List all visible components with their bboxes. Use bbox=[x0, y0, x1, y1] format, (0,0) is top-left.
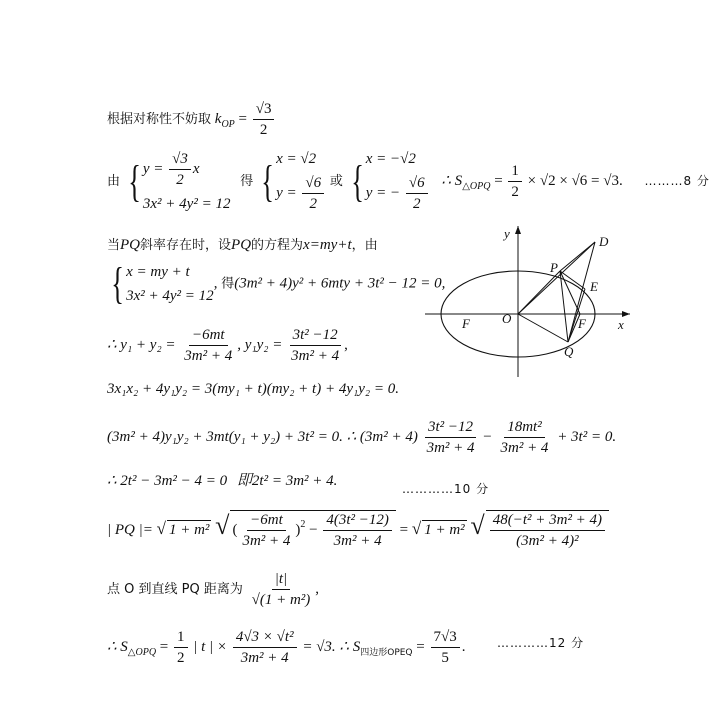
expr: ∴ 2t² − 3m² − 4 = 0 bbox=[107, 473, 228, 489]
brace: { bbox=[111, 259, 124, 308]
numerator: √6 bbox=[406, 174, 428, 194]
line-vieta bbox=[107, 326, 348, 365]
text: 点 O 到直线 PQ 距离为 bbox=[107, 581, 243, 597]
brace: { bbox=[127, 156, 141, 206]
line-substitute bbox=[107, 259, 446, 308]
numerator: −6mt bbox=[189, 326, 228, 346]
denominator: 3m² + 4 bbox=[242, 533, 291, 550]
numerator: 7√3 bbox=[431, 628, 460, 648]
line-slope-exists bbox=[107, 236, 378, 254]
text-huo: 或 bbox=[329, 173, 343, 189]
expr: 即2t² = 3m² + 4. bbox=[236, 473, 338, 489]
numerator: |t| bbox=[272, 570, 290, 590]
denominator: √(1 + m²) bbox=[251, 592, 311, 608]
var-k: k bbox=[214, 110, 222, 127]
brace: { bbox=[350, 156, 364, 206]
line-relation bbox=[107, 472, 337, 490]
score-8: ………8 分 bbox=[644, 173, 710, 188]
denominator: 3m² + 4 bbox=[184, 348, 233, 364]
segment-OD bbox=[518, 242, 595, 314]
eq-b: y = bbox=[276, 184, 297, 201]
var-pq: PQ bbox=[120, 237, 141, 253]
text-de: 得 bbox=[240, 173, 254, 189]
label-Q: Q bbox=[564, 344, 574, 359]
system-2 bbox=[257, 150, 326, 213]
text-de: 得 bbox=[221, 276, 235, 292]
period: . bbox=[461, 638, 466, 655]
var-x: x bbox=[192, 160, 200, 177]
system-4 bbox=[107, 259, 214, 308]
text: 当 bbox=[107, 238, 121, 253]
eq: = bbox=[494, 172, 503, 189]
comma: , bbox=[213, 275, 218, 292]
score-10: …………10 分 bbox=[402, 482, 490, 496]
line-perpendicular: 3x₁x₂ + 4y₁y₂ = 3(my₁ + t)(my₂ + t) + 4y₁y₂ = 0. bbox=[107, 381, 399, 397]
label-E: E bbox=[590, 279, 598, 294]
numerator: √3 bbox=[253, 100, 275, 120]
score-12: …………12 分 bbox=[497, 636, 585, 650]
numerator: 1 bbox=[508, 162, 522, 182]
line-distance bbox=[107, 570, 319, 609]
text: 斜率存在时，设 bbox=[140, 238, 232, 253]
numerator: 1 bbox=[174, 628, 188, 648]
label-F-left: F bbox=[462, 316, 470, 331]
denominator: 3m² + 4 bbox=[333, 533, 382, 550]
denominator: 2 bbox=[176, 172, 184, 188]
segment-PQ bbox=[560, 271, 568, 342]
denominator: 2 bbox=[259, 122, 268, 138]
expr: , y₁y₂ = bbox=[237, 336, 283, 353]
comma: , bbox=[344, 336, 348, 353]
denominator: (3m² + 4)² bbox=[516, 533, 579, 550]
text: ，由 bbox=[351, 238, 378, 253]
sub: 四边形OPEQ bbox=[360, 647, 413, 658]
area-symbol: ∴ S bbox=[107, 638, 128, 655]
minus: − bbox=[483, 428, 492, 445]
ellipse-figure bbox=[420, 222, 650, 382]
line-kop bbox=[107, 100, 276, 139]
numerator: 48(−t² + 3m² + 4) bbox=[490, 511, 605, 531]
line-expand bbox=[107, 418, 616, 457]
label-F-right: F bbox=[578, 316, 586, 331]
denominator: 3m² + 4 bbox=[240, 650, 289, 666]
numerator: 18mt² bbox=[504, 418, 545, 438]
sub: OP bbox=[221, 118, 235, 130]
var-pq: PQ bbox=[231, 237, 252, 253]
expr: = √3. ∴ S bbox=[302, 638, 361, 655]
line-pq-length: | PQ |= √ 1 + m² √( $\frac{-6mt}{\text{3m² + 4}}$ )$^2$ − $\frac{\text{4(3t² −12)}}{\text{3m² + 4}}$ = √ 1 + m² √ $\frac{\text{48(−t² + 3m² + 4)}}{\text{(3m² + 4)²}}$ bbox=[107, 510, 609, 550]
radicand-big: ( $\frac{-6mt}{\text{3m² + 4}}$ )$^2$ − $\frac{\text{4(3t² −12)}}{\text{3m² + 4}}$ bbox=[230, 510, 395, 550]
numerator: 3t² −12 bbox=[425, 418, 476, 438]
eq: = bbox=[159, 638, 169, 655]
expr: + 3t² = 0. bbox=[557, 428, 617, 445]
denominator: 5 bbox=[441, 650, 449, 666]
text-you: 由 bbox=[107, 173, 121, 189]
numerator: 4(3t² −12) bbox=[323, 511, 392, 531]
eq: = bbox=[399, 522, 409, 538]
radicand: 1 + m² bbox=[424, 522, 465, 538]
denominator: 3m² + 4 bbox=[500, 440, 549, 456]
expr: | t | × bbox=[193, 638, 228, 655]
radicand-big bbox=[486, 510, 609, 550]
fraction bbox=[253, 100, 275, 139]
label-D: D bbox=[599, 234, 609, 249]
eq-b: 3x² + 4y² = 12 bbox=[142, 196, 231, 212]
numerator: √6 bbox=[302, 174, 324, 194]
brace: { bbox=[261, 156, 274, 206]
denominator: 2 bbox=[511, 184, 519, 200]
label-y: y bbox=[504, 226, 510, 241]
segment-OQ bbox=[518, 314, 568, 342]
quadratic: (3m² + 4)y² + 6mty + 3t² − 12 = 0, bbox=[234, 275, 446, 292]
expr: | PQ |= bbox=[107, 522, 153, 538]
eq: = bbox=[238, 110, 247, 127]
expr: ∴ y₁ + y₂ = bbox=[107, 336, 176, 353]
label-O: O bbox=[502, 311, 512, 326]
numerator: −6mt bbox=[247, 511, 286, 531]
sub: △OPQ bbox=[462, 180, 491, 192]
sub: △OPQ bbox=[127, 646, 157, 658]
label-P: P bbox=[550, 260, 558, 275]
eq-a: x = my + t bbox=[126, 264, 190, 280]
segment-PD bbox=[560, 242, 595, 271]
system-3 bbox=[347, 150, 430, 213]
denominator: 2 bbox=[177, 650, 185, 666]
area-symbol: ∴ S bbox=[441, 172, 463, 189]
segment-PF bbox=[560, 271, 580, 314]
denominator: 2 bbox=[413, 196, 421, 212]
label-x: x bbox=[618, 317, 624, 332]
expr: (3m² + 4)y₁y₂ + 3mt(y₁ + y₂) + 3t² = 0. ∴ (3m² + 4) bbox=[107, 428, 418, 445]
minus: − bbox=[309, 522, 318, 538]
numerator: √3 bbox=[169, 150, 191, 170]
denominator: 2 bbox=[309, 196, 317, 212]
line-system-solve bbox=[107, 150, 710, 213]
text: 根据对称性不妨取 bbox=[107, 111, 212, 127]
denominator: 3m² + 4 bbox=[291, 348, 340, 364]
eq-a: x = √2 bbox=[276, 151, 317, 167]
comma: , bbox=[315, 580, 320, 597]
line-area-final bbox=[107, 628, 465, 667]
equation: x=my+t bbox=[303, 237, 352, 253]
radicand: 1 + m² bbox=[168, 522, 210, 538]
eq-a: x = −√2 bbox=[365, 151, 416, 167]
eq-b: 3x² + 4y² = 12 bbox=[126, 288, 214, 304]
expr: × √2 × √6 = √3. bbox=[527, 172, 623, 189]
system-1 bbox=[124, 150, 231, 213]
eq-b: y = − bbox=[365, 184, 401, 201]
text: 的方程为 bbox=[251, 238, 304, 253]
eq-a: y = bbox=[142, 160, 164, 177]
y-axis-arrow bbox=[515, 226, 521, 234]
numerator: 3t² −12 bbox=[290, 326, 341, 346]
denominator: 3m² + 4 bbox=[426, 440, 475, 456]
numerator: 4√3 × √t² bbox=[233, 628, 297, 648]
eq: = bbox=[416, 638, 425, 655]
